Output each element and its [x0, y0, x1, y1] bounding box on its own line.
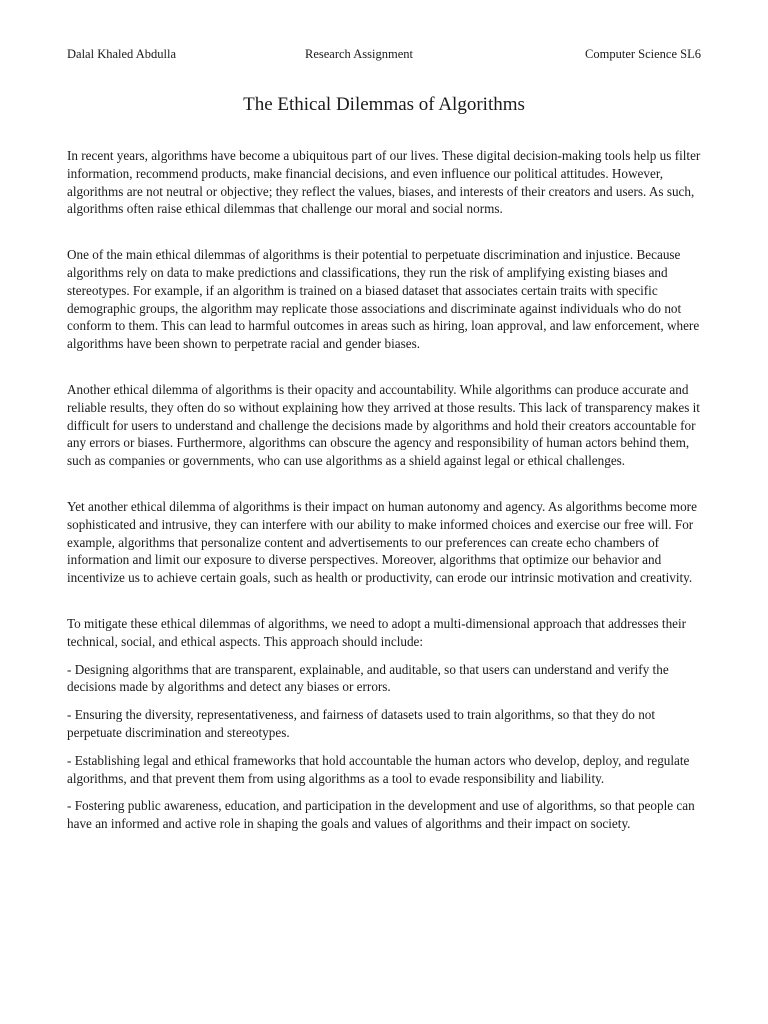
list-item: - Establishing legal and ethical frameworks that hold accountable the human actors who develop, deploy, and regulate algorithms, and that prevent them from using algorithms as a tool to evade responsibility and liability. — [67, 752, 690, 786]
document-body — [67, 147, 701, 843]
header-assignment: Research Assignment — [305, 47, 413, 61]
page-header — [67, 46, 701, 62]
header-author: Dalal Khaled Abdulla — [67, 47, 176, 61]
list-item: - Fostering public awareness, education, and participation in the development and use of algorithms, so that people can have an informed and active role in shaping the goals and values of algorithms and their impact on society. — [67, 798, 695, 832]
document-title: The Ethical Dilemmas of Algorithms — [243, 94, 525, 115]
paragraph-discrimination: One of the main ethical dilemmas of algorithms is their potential to perpetuate discrimination and injustice. Because algorithms rely on data to make predictions and classifications, they run the risk of amplifying existing biases and stereotypes. For example, if an algorithm is trained on a biased dataset that associates certain traits with specific demographic groups, the algorithm may replicate those associations and discriminate against individuals who do not conform to them. This can lead to harmful outcomes in areas such as hiring, loan approval, and law enforcement, where algorithms have been shown to perpetrate racial and gender biases. — [67, 247, 700, 352]
header-course: Computer Science SL6 — [585, 47, 701, 61]
paragraph-mitigation: To mitigate these ethical dilemmas of algorithms, we need to adopt a multi-dimensional approach that addresses their technical, social, and ethical aspects. This approach should include: — [67, 615, 687, 649]
list-item: - Ensuring the diversity, representativeness, and fairness of datasets used to train algorithms, so that they do not perpetuate discrimination and stereotypes. — [67, 707, 656, 740]
list-item: - Designing algorithms that are transparent, explainable, and auditable, so that users can understand and verify the decisions made by algorithms and detect any biases or errors. — [67, 661, 669, 695]
paragraph-autonomy: Yet another ethical dilemma of algorithms is their impact on human autonomy and agency. As algorithms become more sophisticated and intrusive, they can interfere with our ability to make informed choices and exercise our free will. For example, algorithms that personalize content and advertisements to our preferences can create echo chambers of information and limit our exposure to diverse perspectives. Moreover, algorithms that optimize our behavior and incentivize us to achieve certain goals, such as health or productivity, can erode our intrinsic motivation and creativity. — [67, 498, 697, 586]
paragraph-opacity: Another ethical dilemma of algorithms is their opacity and accountability. While algorithms can produce accurate and reliable results, they often do so without explaining how they arrived at those results. This lack of transparency makes it difficult for users to understand and challenge the decisions made by algorithms and hold their creators accountable for any errors or biases. Furthermore, algorithms can obscure the agency and responsibility of human actors behind them, such as companies or governments, who can use algorithms as a shield against legal or ethical challenges. — [67, 381, 700, 469]
paragraph-intro: In recent years, algorithms have become a ubiquitous part of our lives. These digital decision-making tools help us filter information, recommend products, make financial decisions, and even influence our political attitudes. However, algorithms are not neutral or objective; they reflect the values, biases, and interests of their creators and users. As such, algorithms often raise ethical dilemmas that challenge our moral and social norms. — [67, 148, 701, 217]
